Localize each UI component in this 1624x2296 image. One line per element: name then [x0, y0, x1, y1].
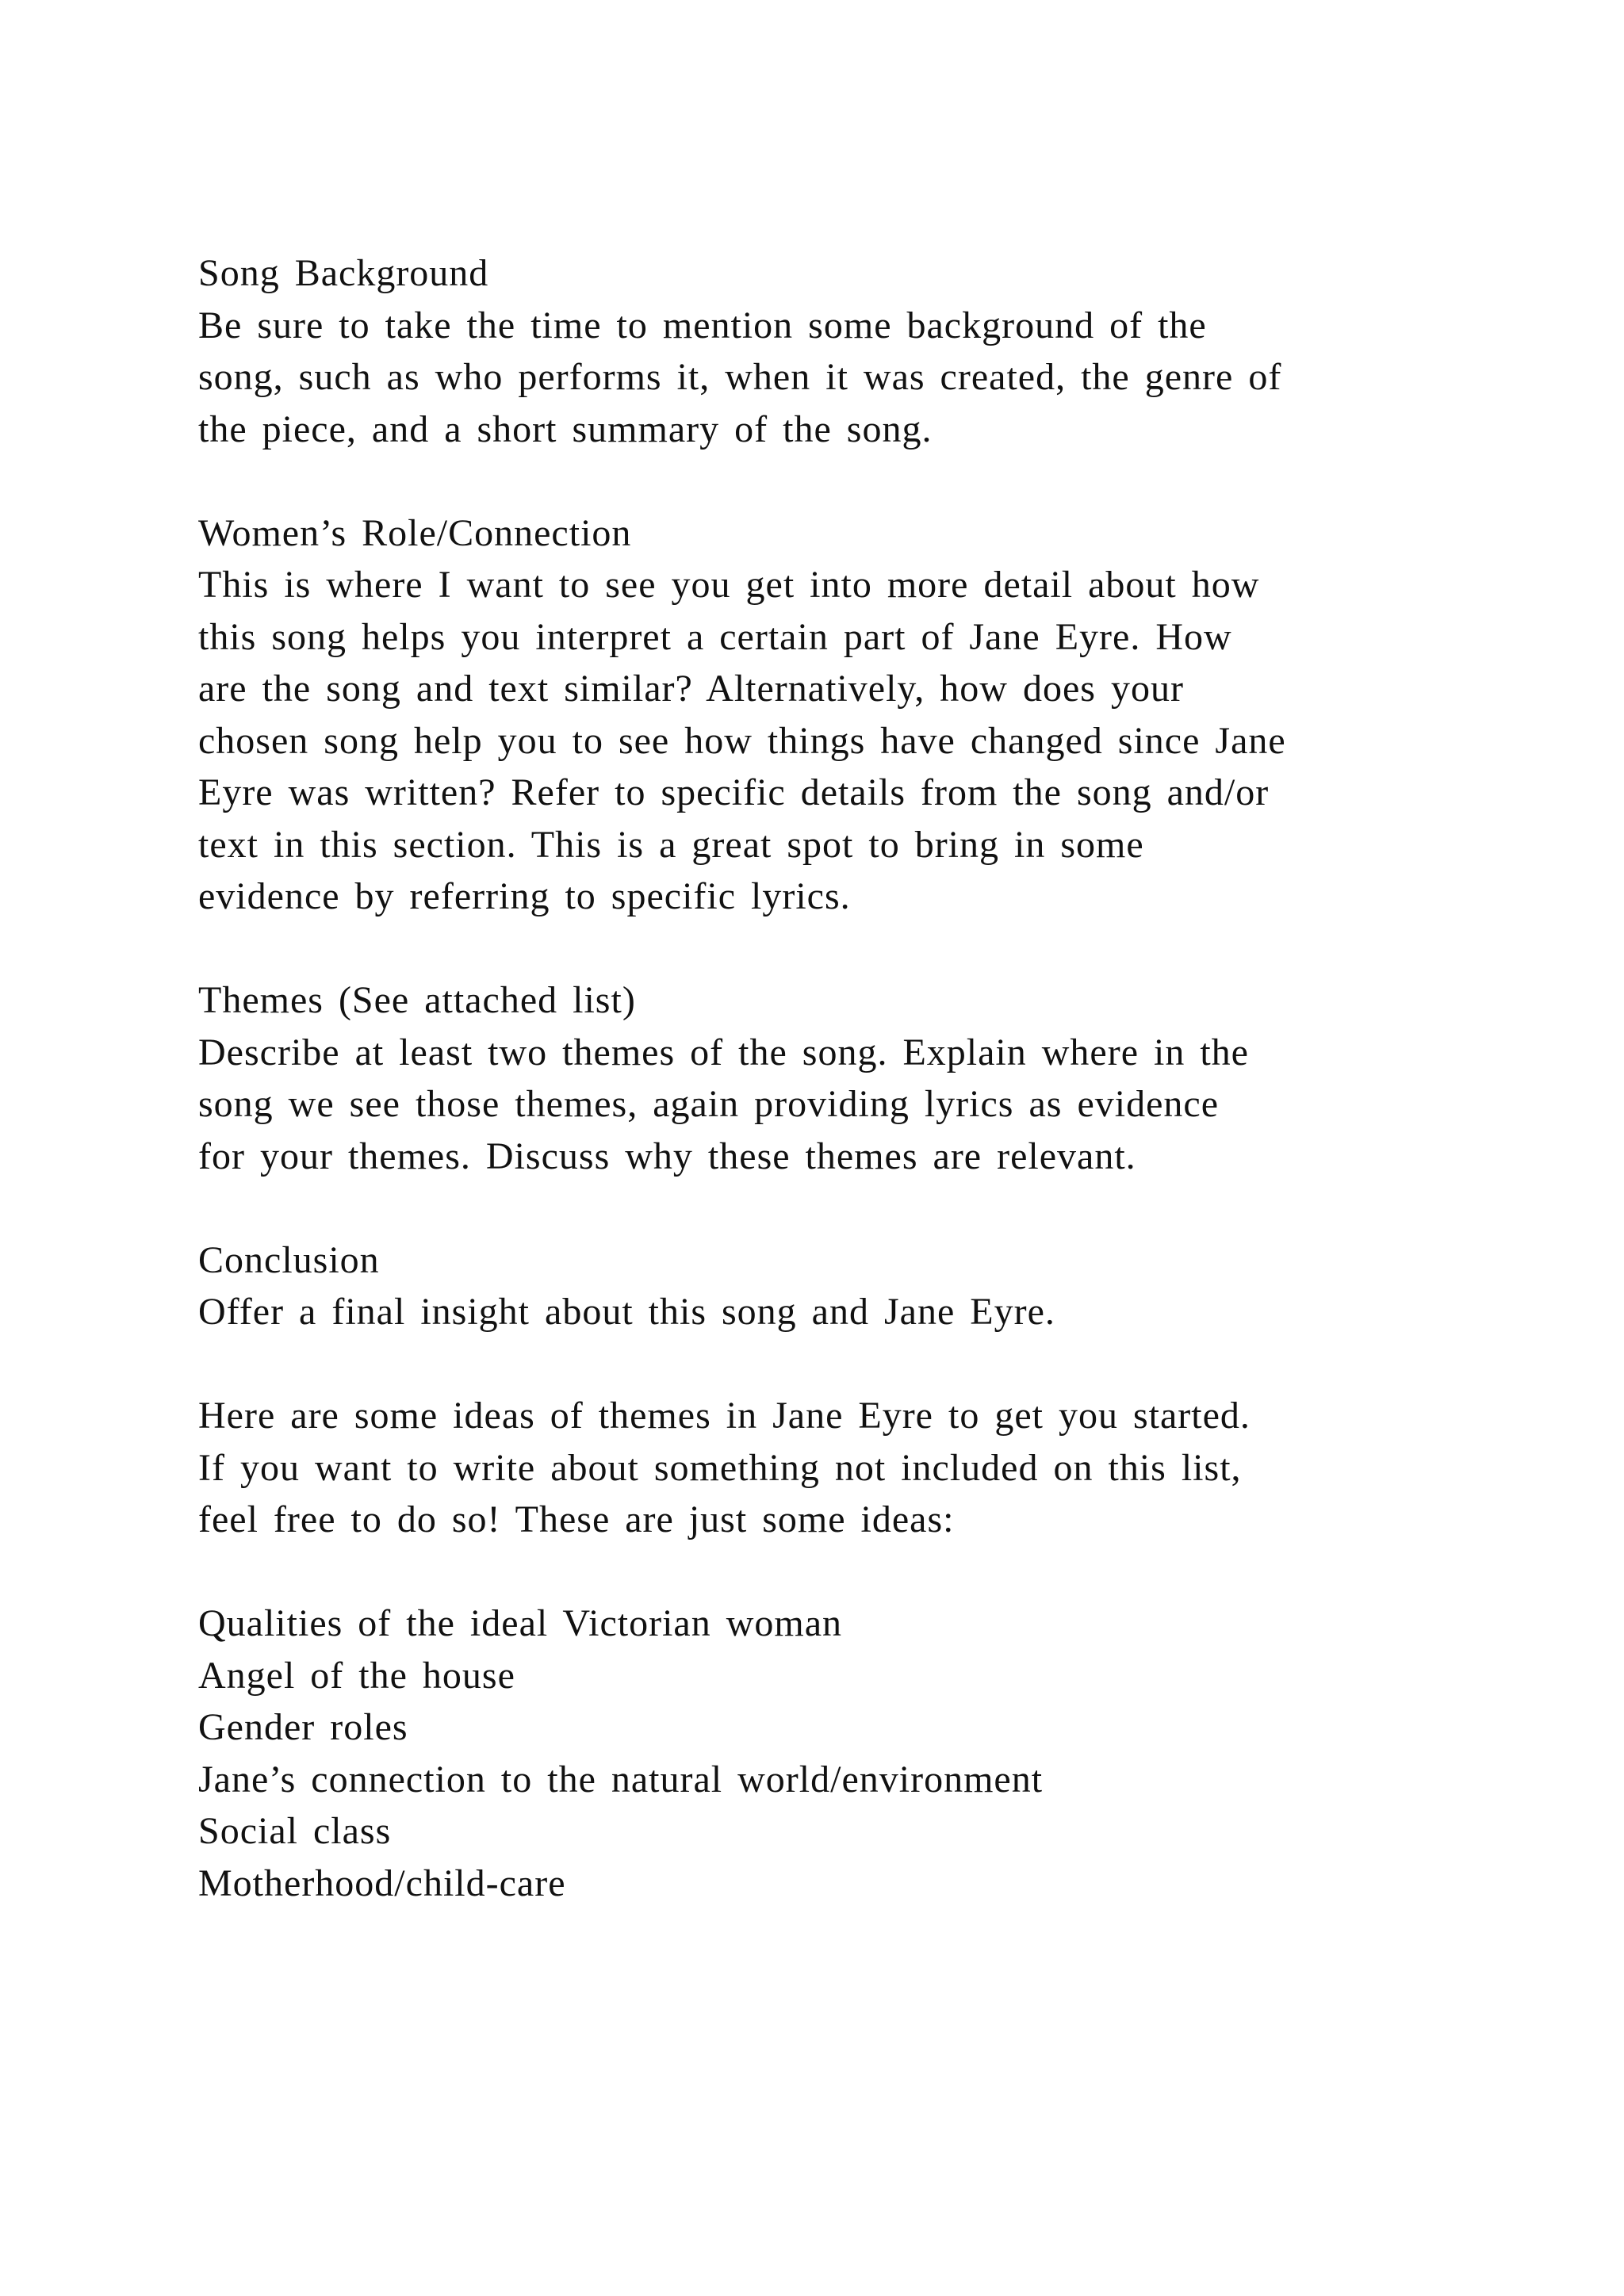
- paragraph-line: Eyre was written? Refer to specific details from the song and/or: [198, 771, 1270, 813]
- list-item: Qualities of the ideal Victorian woman: [198, 1602, 843, 1644]
- section-heading: Conclusion: [198, 1238, 380, 1281]
- paragraph-line: song, such as who performs it, when it was created, the genre of: [198, 356, 1282, 398]
- paragraph-line: Here are some ideas of themes in Jane Eyre to get you started.: [198, 1395, 1251, 1437]
- paragraph-line: text in this section. This is a great spot to bring in some: [198, 823, 1144, 866]
- blank-line: [198, 923, 1499, 975]
- paragraph-line: chosen song help you to see how things have changed since Jane: [198, 719, 1286, 762]
- theme-ideas-list: [198, 1598, 1499, 1909]
- list-item: Angel of the house: [198, 1654, 515, 1697]
- blank-line: [198, 455, 1499, 507]
- paragraph-line: Describe at least two themes of the song. Explain where in the: [198, 1031, 1249, 1073]
- list-item: Motherhood/child-care: [198, 1862, 566, 1904]
- blank-line: [198, 1182, 1499, 1234]
- section-song-background: [198, 247, 1499, 455]
- list-item: Social class: [198, 1810, 392, 1852]
- paragraph-line: evidence by referring to specific lyrics.: [198, 875, 851, 917]
- section-womens-role: [198, 507, 1499, 923]
- list-item: Jane’s connection to the natural world/environment: [198, 1758, 1044, 1800]
- theme-ideas-intro: [198, 1390, 1499, 1546]
- paragraph-line: for your themes. Discuss why these themes are relevant.: [198, 1135, 1136, 1177]
- blank-line: [198, 1338, 1499, 1391]
- paragraph-line: song we see those themes, again providing lyrics as evidence: [198, 1083, 1219, 1125]
- section-heading: Themes (See attached list): [198, 979, 636, 1021]
- paragraph-line: If you want to write about something not included on this list,: [198, 1446, 1242, 1489]
- section-conclusion: [198, 1234, 1499, 1338]
- list-item: Gender roles: [198, 1706, 408, 1748]
- document-body: [198, 247, 1499, 1909]
- paragraph-line: feel free to do so! These are just some ideas:: [198, 1498, 955, 1540]
- paragraph-line: this song helps you interpret a certain part of Jane Eyre. How: [198, 615, 1232, 658]
- paragraph-line: This is where I want to see you get into more detail about how: [198, 564, 1260, 606]
- section-heading: Song Background: [198, 252, 489, 294]
- section-themes: [198, 974, 1499, 1182]
- paragraph-line: are the song and text similar? Alternatively, how does your: [198, 668, 1184, 710]
- paragraph-line: Be sure to take the time to mention some background of the: [198, 304, 1207, 346]
- paragraph-line: Offer a final insight about this song and Jane Eyre.: [198, 1291, 1055, 1333]
- section-heading: Women’s Role/Connection: [198, 511, 632, 554]
- paragraph-line: the piece, and a short summary of the song.: [198, 408, 933, 450]
- blank-line: [198, 1546, 1499, 1598]
